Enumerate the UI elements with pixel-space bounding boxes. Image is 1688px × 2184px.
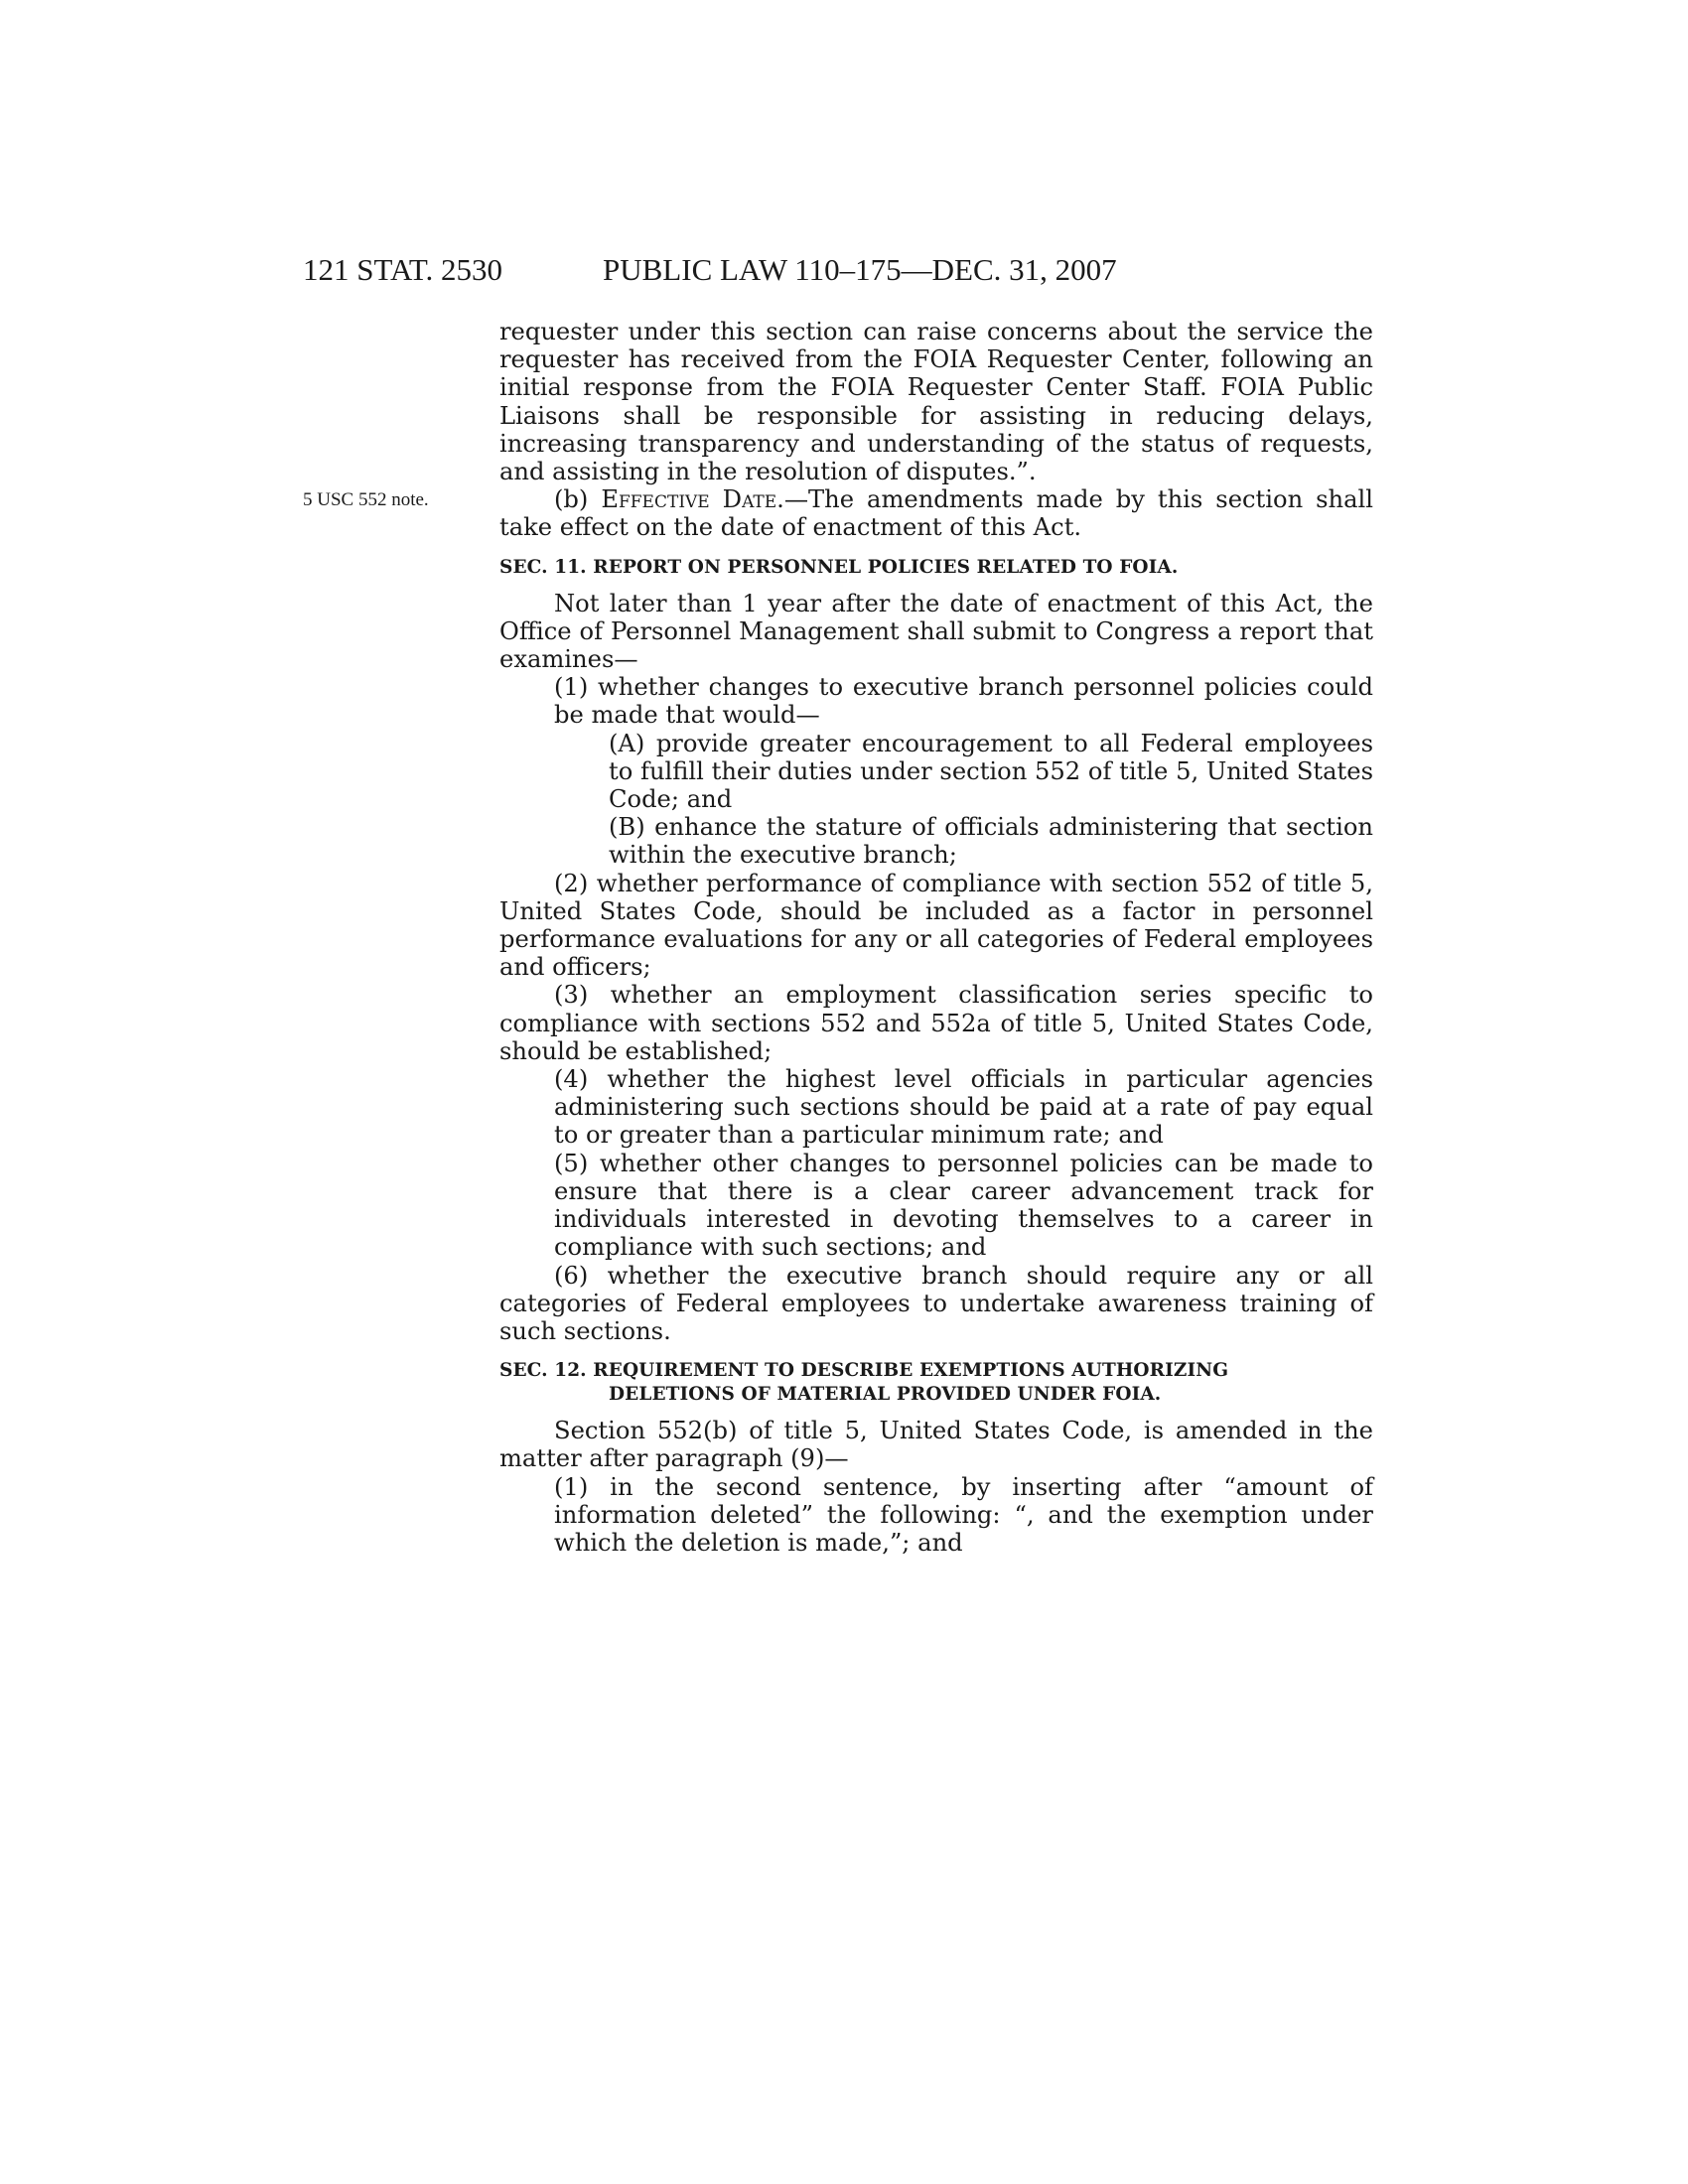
list-item-4: (4) whether the highest level officials in particular agencies administering such sections should be paid at a rate of pay equal to or greater than a particular minimum rate; and [554,1065,1373,1150]
list-item-1: (1) whether changes to executive branch personnel policies could be made that would— [554,673,1373,730]
continued-paragraph: requester under this section can raise concerns about the service the requester has received from the FOIA Requester Center, following an initial response from the FOIA Requester Center Staff. FOIA Public Liaisons shall be responsible for assisting in reducing delays, increasing transparency and understanding of the status of requests, and assisting in the resolution of disputes.”. [499,318,1373,486]
section-12-intro: Section 552(b) of title 5, United States Code, is amended in the matter after paragraph (9)— [499,1417,1373,1473]
list-item-6: (6) whether the executive branch should require any or all categories of Federal employees to undertake awareness training of such sections. [499,1261,1373,1345]
margin-note: 5 USC 552 note. [303,489,429,510]
list-item-2: (2) whether performance of compliance with section 552 of title 5, United States Code, should be included as a factor in personnel performance evaluations for any or all categories of Federal employees and officers; [499,869,1373,982]
list-item-1A: (A) provide greater encouragement to all Federal employees to fulfill their duties under section 552 of title 5, United States Code; and [609,729,1373,814]
section-12-item-1: (1) in the second sentence, by inserting after “amount of information deleted” the following: “, and the exemption under which the deletion is made,”; and [554,1472,1373,1557]
running-title: PUBLIC LAW 110–175—DEC. 31, 2007 [603,252,1117,287]
section-11-intro: Not later than 1 year after the date of enactment of this Act, the Office of Personnel Management shall submit to Congress a report that examines— [499,589,1373,674]
subsection-b-text: .—The amendments made by this section shall take effect on the date of enactment of this Act. [499,485,1373,542]
list-item-5: (5) whether other changes to personnel policies can be made to ensure that there is a clear career advancement track for individuals interested in devoting themselves to a career in compliance with such sections; and [554,1149,1373,1262]
subsection-b-label: (b) [554,485,602,514]
subsection-b [499,485,1373,541]
page-header [303,250,1375,290]
list-item-1B: (B) enhance the stature of officials administering that section within the executive branch; [609,813,1373,870]
section-12-heading [499,1359,1373,1407]
document-body [499,318,1373,1557]
list-item-3: (3) whether an employment classification series specific to compliance with sections 552 and 552a of title 5, United States Code, should be established; [499,981,1373,1065]
subsection-b-heading: Effective Date [601,485,777,514]
statute-page-number: 121 STAT. 2530 [303,252,503,287]
section-12-heading-line2: DELETIONS OF MATERIAL PROVIDED UNDER FOIA. [609,1384,1162,1406]
section-11-heading: SEC. 11. REPORT ON PERSONNEL POLICIES RELATED TO FOIA. [499,556,1179,578]
section-12-heading-line1: SEC. 12. REQUIREMENT TO DESCRIBE EXEMPTIONS AUTHORIZING [499,1360,1229,1382]
